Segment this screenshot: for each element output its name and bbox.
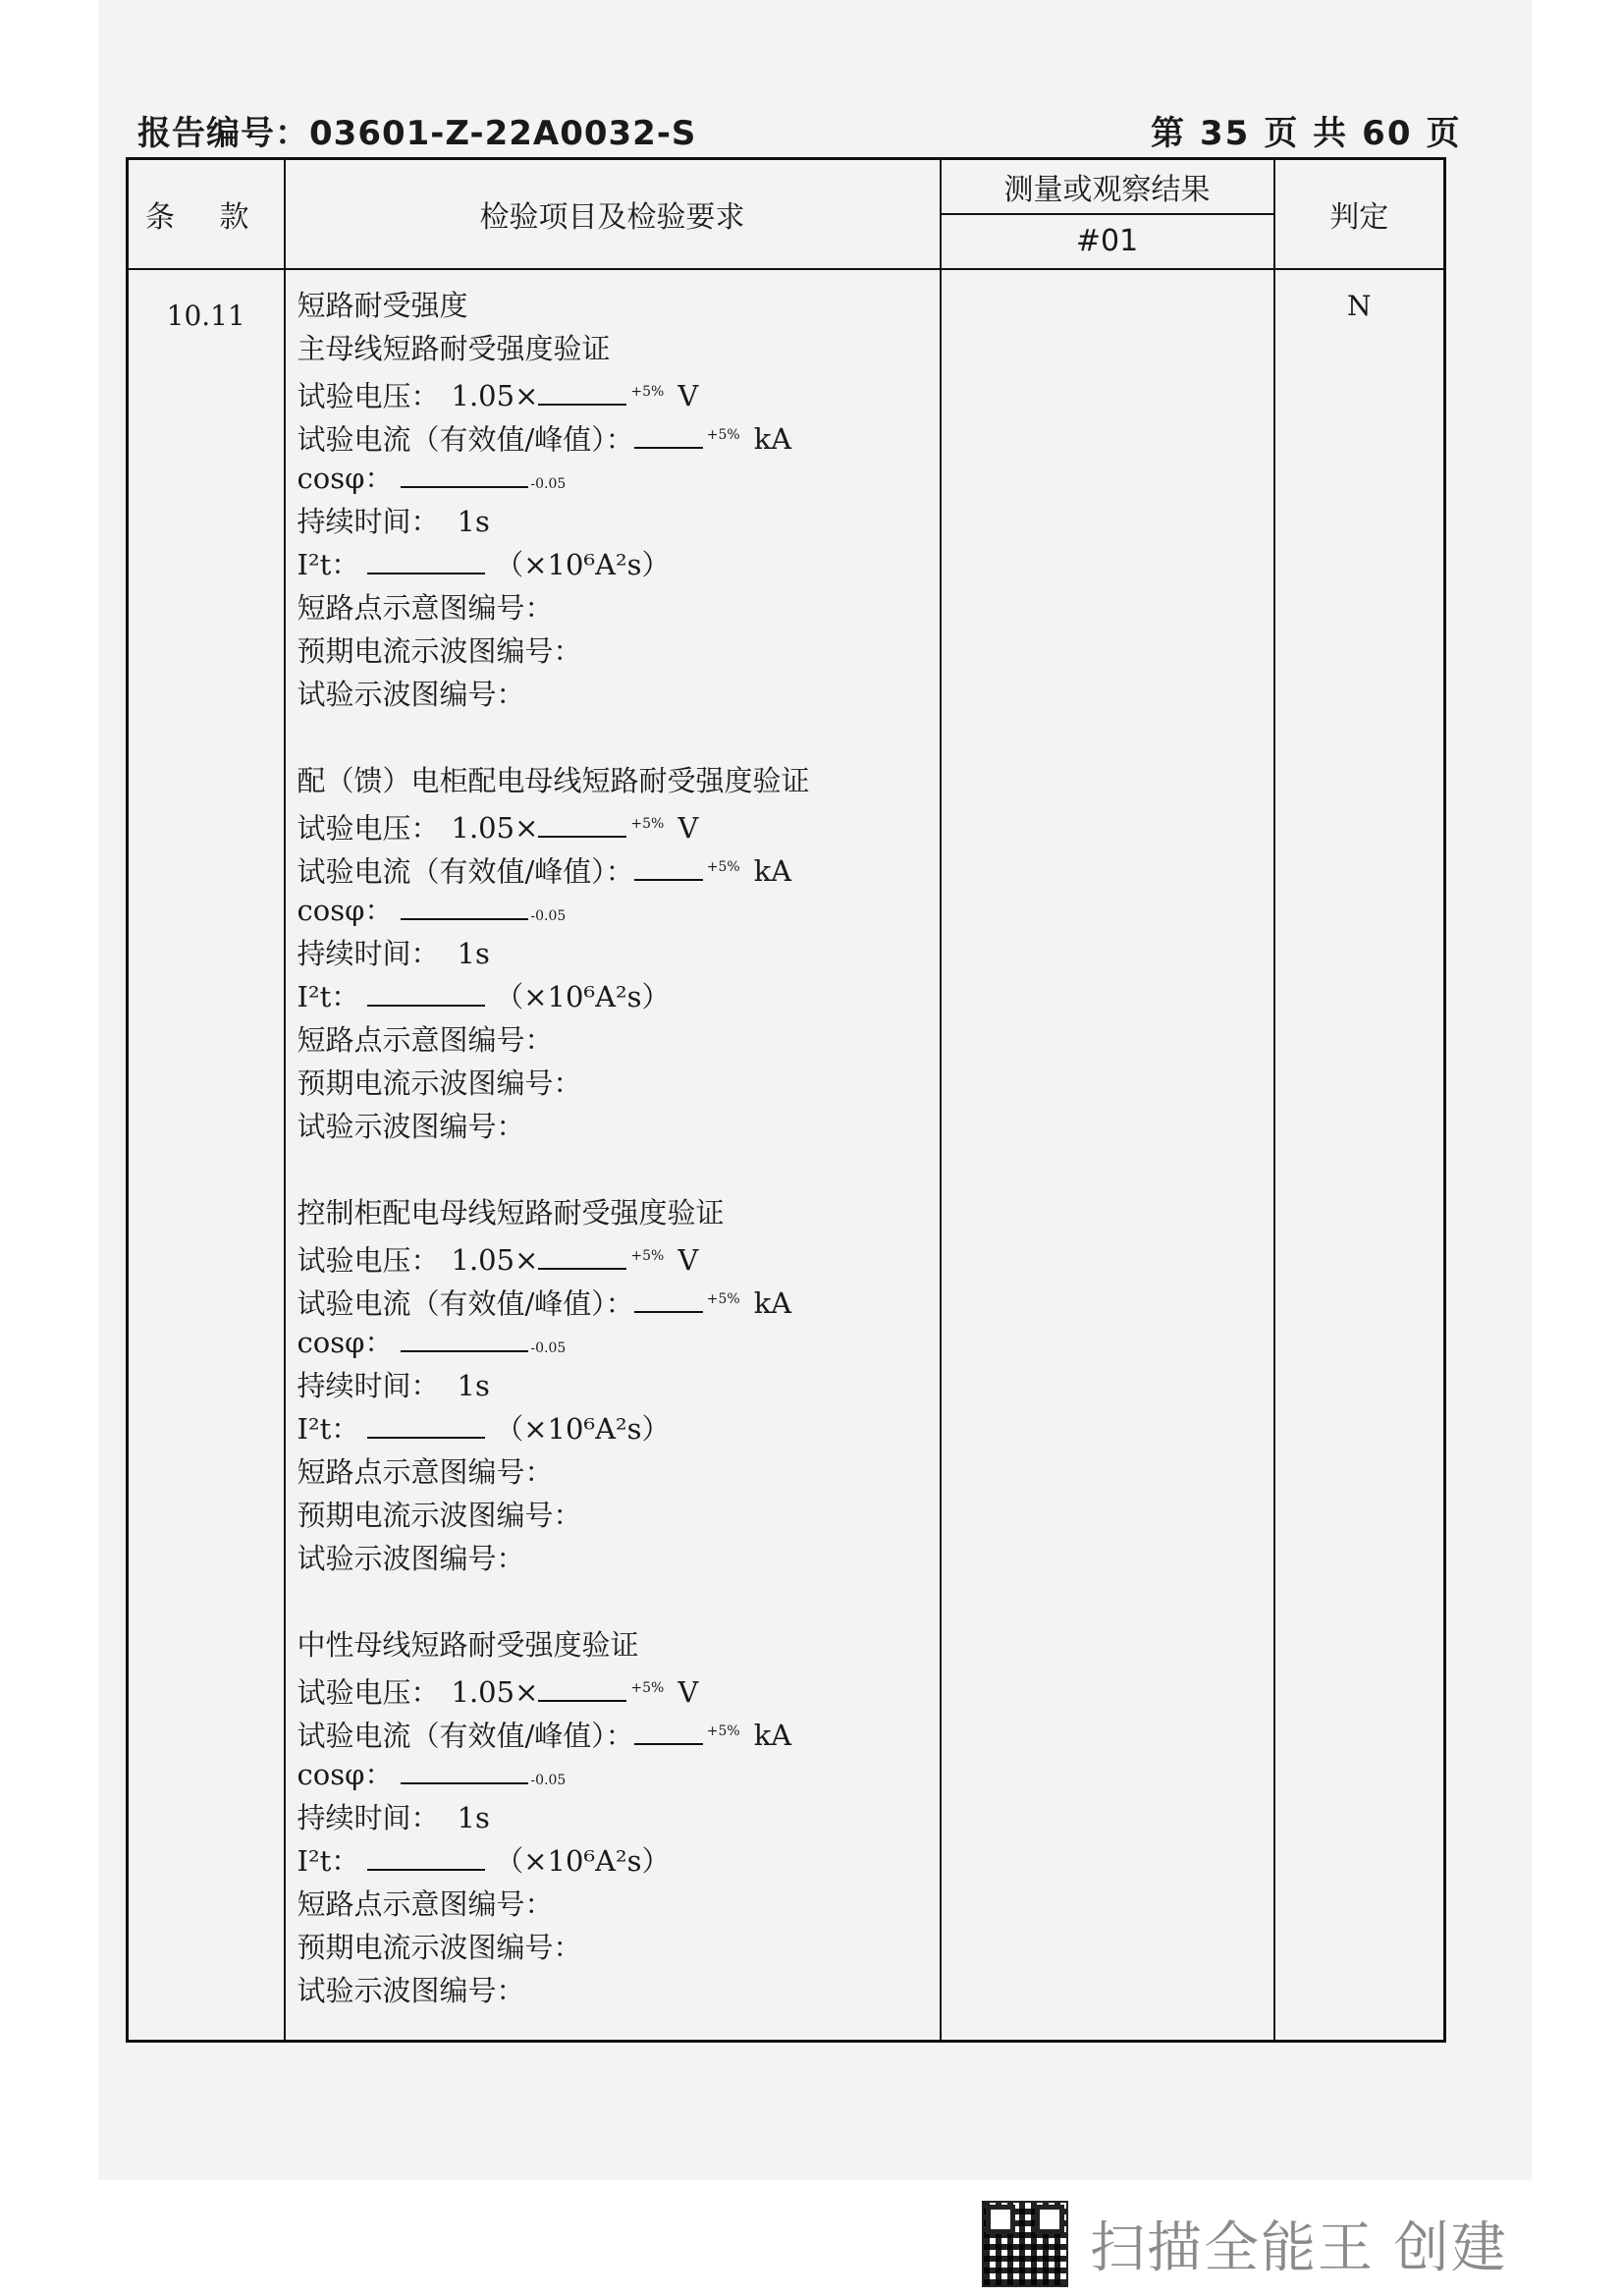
label-unit_v: V xyxy=(677,1243,699,1278)
i2t-blank[interactable] xyxy=(367,1411,485,1439)
duration-line xyxy=(297,1796,940,1839)
scanner-watermark xyxy=(982,2200,1508,2288)
section-heading-line xyxy=(297,1623,940,1667)
label-test_wave: 试验示波图编号： xyxy=(297,1541,525,1575)
test-wave-line xyxy=(297,673,940,716)
label-unit_ka: kA xyxy=(753,1719,792,1753)
item-title: 短路耐受强度 xyxy=(297,288,468,322)
clause-number: 10.11 xyxy=(128,269,285,2042)
label-tol_plus: +5% xyxy=(706,858,740,875)
report-number-value: 03601-Z-22A0032-S xyxy=(309,114,697,153)
label-voltage: 试验电压： xyxy=(297,1675,440,1710)
cos-blank[interactable] xyxy=(401,461,528,488)
label-duration_val: 1s xyxy=(457,1368,490,1402)
voltage-line xyxy=(297,802,940,846)
label-unit_ka: kA xyxy=(753,1286,792,1321)
label-tol_plus: +5% xyxy=(630,1247,665,1264)
duration-line xyxy=(297,500,940,543)
duration-line xyxy=(297,1364,940,1407)
label-tol_plus: +5% xyxy=(630,815,665,832)
label-voltage: 试验电压： xyxy=(297,1243,440,1278)
label-duration: 持续时间： xyxy=(297,504,440,538)
report-number-label: 报告编号： xyxy=(137,114,309,153)
i2t-line xyxy=(297,1839,940,1883)
cos-line xyxy=(297,457,940,500)
col-items-header: 检验项目及检验要求 xyxy=(285,159,941,269)
label-test_wave: 试验示波图编号： xyxy=(297,677,525,711)
label-expected_wave: 预期电流示波图编号： xyxy=(297,1930,582,1964)
section-heading: 中性母线短路耐受强度验证 xyxy=(297,1627,639,1662)
section-heading: 配（馈）电柜配电母线短路耐受强度验证 xyxy=(297,763,810,797)
cos-line xyxy=(297,1753,940,1796)
result-cell xyxy=(941,269,1274,2042)
page-mid: 页 共 xyxy=(1264,114,1349,153)
label-i2t: I²t： xyxy=(297,547,360,581)
section-block xyxy=(297,327,940,716)
sc-diagram-line xyxy=(297,1883,940,1926)
verdict-cell: N xyxy=(1274,269,1445,2042)
label-tol_plus: +5% xyxy=(706,1290,740,1307)
voltage-blank[interactable] xyxy=(538,1674,626,1702)
current-blank[interactable] xyxy=(634,1285,703,1313)
label-current: 试验电流（有效值/峰值）： xyxy=(297,422,634,457)
label-i2t: I²t： xyxy=(297,1411,360,1446)
expected-wave-line xyxy=(297,1062,940,1105)
i2t-line xyxy=(297,1407,940,1450)
expected-wave-line xyxy=(297,1926,940,1969)
col-clause-header: 条 款 xyxy=(128,159,285,269)
label-duration: 持续时间： xyxy=(297,936,440,970)
cos-blank[interactable] xyxy=(401,1757,528,1784)
page-suffix: 页 xyxy=(1426,114,1462,153)
i2t-blank[interactable] xyxy=(367,1843,485,1871)
sc-diagram-line xyxy=(297,1450,940,1494)
col-results-header: 测量或观察结果 xyxy=(941,159,1274,214)
page-total: 60 xyxy=(1362,114,1413,153)
label-tol_minus: -0.05 xyxy=(530,907,567,924)
label-voltage_factor: 1.05× xyxy=(451,1243,539,1278)
col-verdict-header: 判定 xyxy=(1274,159,1445,269)
voltage-line xyxy=(297,1234,940,1278)
expected-wave-line xyxy=(297,629,940,673)
current-blank[interactable] xyxy=(634,853,703,881)
label-tol_plus: +5% xyxy=(630,1679,665,1696)
label-current: 试验电流（有效值/峰值）： xyxy=(297,1286,634,1321)
section-heading: 主母线短路耐受强度验证 xyxy=(297,331,611,365)
label-tol_plus: +5% xyxy=(706,426,740,443)
section-heading-line xyxy=(297,327,940,370)
label-i2t: I²t： xyxy=(297,1843,360,1878)
label-voltage_factor: 1.05× xyxy=(451,811,539,846)
label-tol_plus: +5% xyxy=(630,383,665,400)
page-indicator xyxy=(1151,106,1476,154)
label-unit_v: V xyxy=(677,379,699,413)
label-duration_val: 1s xyxy=(457,504,490,538)
label-i2t_unit: （×10⁶A²s） xyxy=(495,1843,671,1878)
label-i2t_unit: （×10⁶A²s） xyxy=(495,1411,671,1446)
label-voltage_factor: 1.05× xyxy=(451,379,539,413)
label-unit_ka: kA xyxy=(753,422,792,457)
cos-blank[interactable] xyxy=(401,1325,528,1352)
label-unit_v: V xyxy=(677,1675,699,1710)
voltage-line xyxy=(297,1667,940,1710)
label-unit_ka: kA xyxy=(753,854,792,889)
label-duration_val: 1s xyxy=(457,936,490,970)
label-tol_minus: -0.05 xyxy=(530,475,567,492)
voltage-blank[interactable] xyxy=(538,378,626,406)
expected-wave-line xyxy=(297,1494,940,1537)
label-voltage: 试验电压： xyxy=(297,379,440,413)
label-sc_diagram: 短路点示意图编号： xyxy=(297,1454,554,1489)
i2t-blank[interactable] xyxy=(367,979,485,1007)
current-blank[interactable] xyxy=(634,1718,703,1745)
label-i2t_unit: （×10⁶A²s） xyxy=(495,979,671,1013)
label-current: 试验电流（有效值/峰值）： xyxy=(297,854,634,889)
label-test_wave: 试验示波图编号： xyxy=(297,1973,525,2007)
duration-line xyxy=(297,932,940,975)
cos-line xyxy=(297,889,940,932)
label-i2t: I²t： xyxy=(297,979,360,1013)
voltage-blank[interactable] xyxy=(538,810,626,838)
label-duration: 持续时间： xyxy=(297,1368,440,1402)
qr-code-icon xyxy=(982,2201,1068,2287)
label-sc_diagram: 短路点示意图编号： xyxy=(297,590,554,625)
sc-diagram-line xyxy=(297,586,940,629)
label-tol_minus: -0.05 xyxy=(530,1339,567,1356)
section-block xyxy=(297,1148,940,1580)
label-cos: cosφ： xyxy=(297,1325,394,1359)
label-test_wave: 试验示波图编号： xyxy=(297,1109,525,1143)
test-wave-line xyxy=(297,1105,940,1148)
label-unit_v: V xyxy=(677,811,699,846)
label-i2t_unit: （×10⁶A²s） xyxy=(495,547,671,581)
section-heading: 控制柜配电母线短路耐受强度验证 xyxy=(297,1195,725,1230)
page-number: 35 xyxy=(1200,114,1251,153)
i2t-line xyxy=(297,543,940,586)
label-expected_wave: 预期电流示波图编号： xyxy=(297,1066,582,1100)
label-expected_wave: 预期电流示波图编号： xyxy=(297,633,582,668)
label-tol_plus: +5% xyxy=(706,1722,740,1739)
label-cos: cosφ： xyxy=(297,461,394,495)
label-duration: 持续时间： xyxy=(297,1800,440,1834)
sc-diagram-line xyxy=(297,1018,940,1062)
label-cos: cosφ： xyxy=(297,1757,394,1791)
report-number xyxy=(137,106,696,154)
label-sc_diagram: 短路点示意图编号： xyxy=(297,1022,554,1057)
inspection-table xyxy=(126,157,1446,2043)
i2t-blank[interactable] xyxy=(367,547,485,574)
voltage-blank[interactable] xyxy=(538,1242,626,1270)
cos-blank[interactable] xyxy=(401,893,528,920)
page-prefix: 第 xyxy=(1151,114,1186,153)
sample-header: #01 xyxy=(941,214,1274,269)
scanner-brand: 扫描全能王 创建 xyxy=(1090,2216,1508,2280)
section-heading-line xyxy=(297,759,940,802)
label-cos: cosφ： xyxy=(297,893,394,927)
current-line xyxy=(297,846,940,889)
section-heading-line xyxy=(297,1191,940,1234)
current-line xyxy=(297,413,940,457)
current-line xyxy=(297,1710,940,1753)
label-voltage: 试验电压： xyxy=(297,811,440,846)
label-tol_minus: -0.05 xyxy=(530,1772,567,1788)
section-block xyxy=(297,1580,940,2012)
label-current: 试验电流（有效值/峰值）： xyxy=(297,1719,634,1753)
label-expected_wave: 预期电流示波图编号： xyxy=(297,1498,582,1532)
section-block xyxy=(297,716,940,1148)
requirements-cell xyxy=(285,269,941,2042)
label-duration_val: 1s xyxy=(457,1800,490,1834)
sections-container xyxy=(297,327,940,2012)
cos-line xyxy=(297,1321,940,1364)
voltage-line xyxy=(297,370,940,413)
test-wave-line xyxy=(297,1969,940,2012)
current-line xyxy=(297,1278,940,1321)
label-sc_diagram: 短路点示意图编号： xyxy=(297,1886,554,1921)
label-voltage_factor: 1.05× xyxy=(451,1675,539,1710)
test-wave-line xyxy=(297,1537,940,1580)
i2t-line xyxy=(297,975,940,1018)
current-blank[interactable] xyxy=(634,421,703,449)
